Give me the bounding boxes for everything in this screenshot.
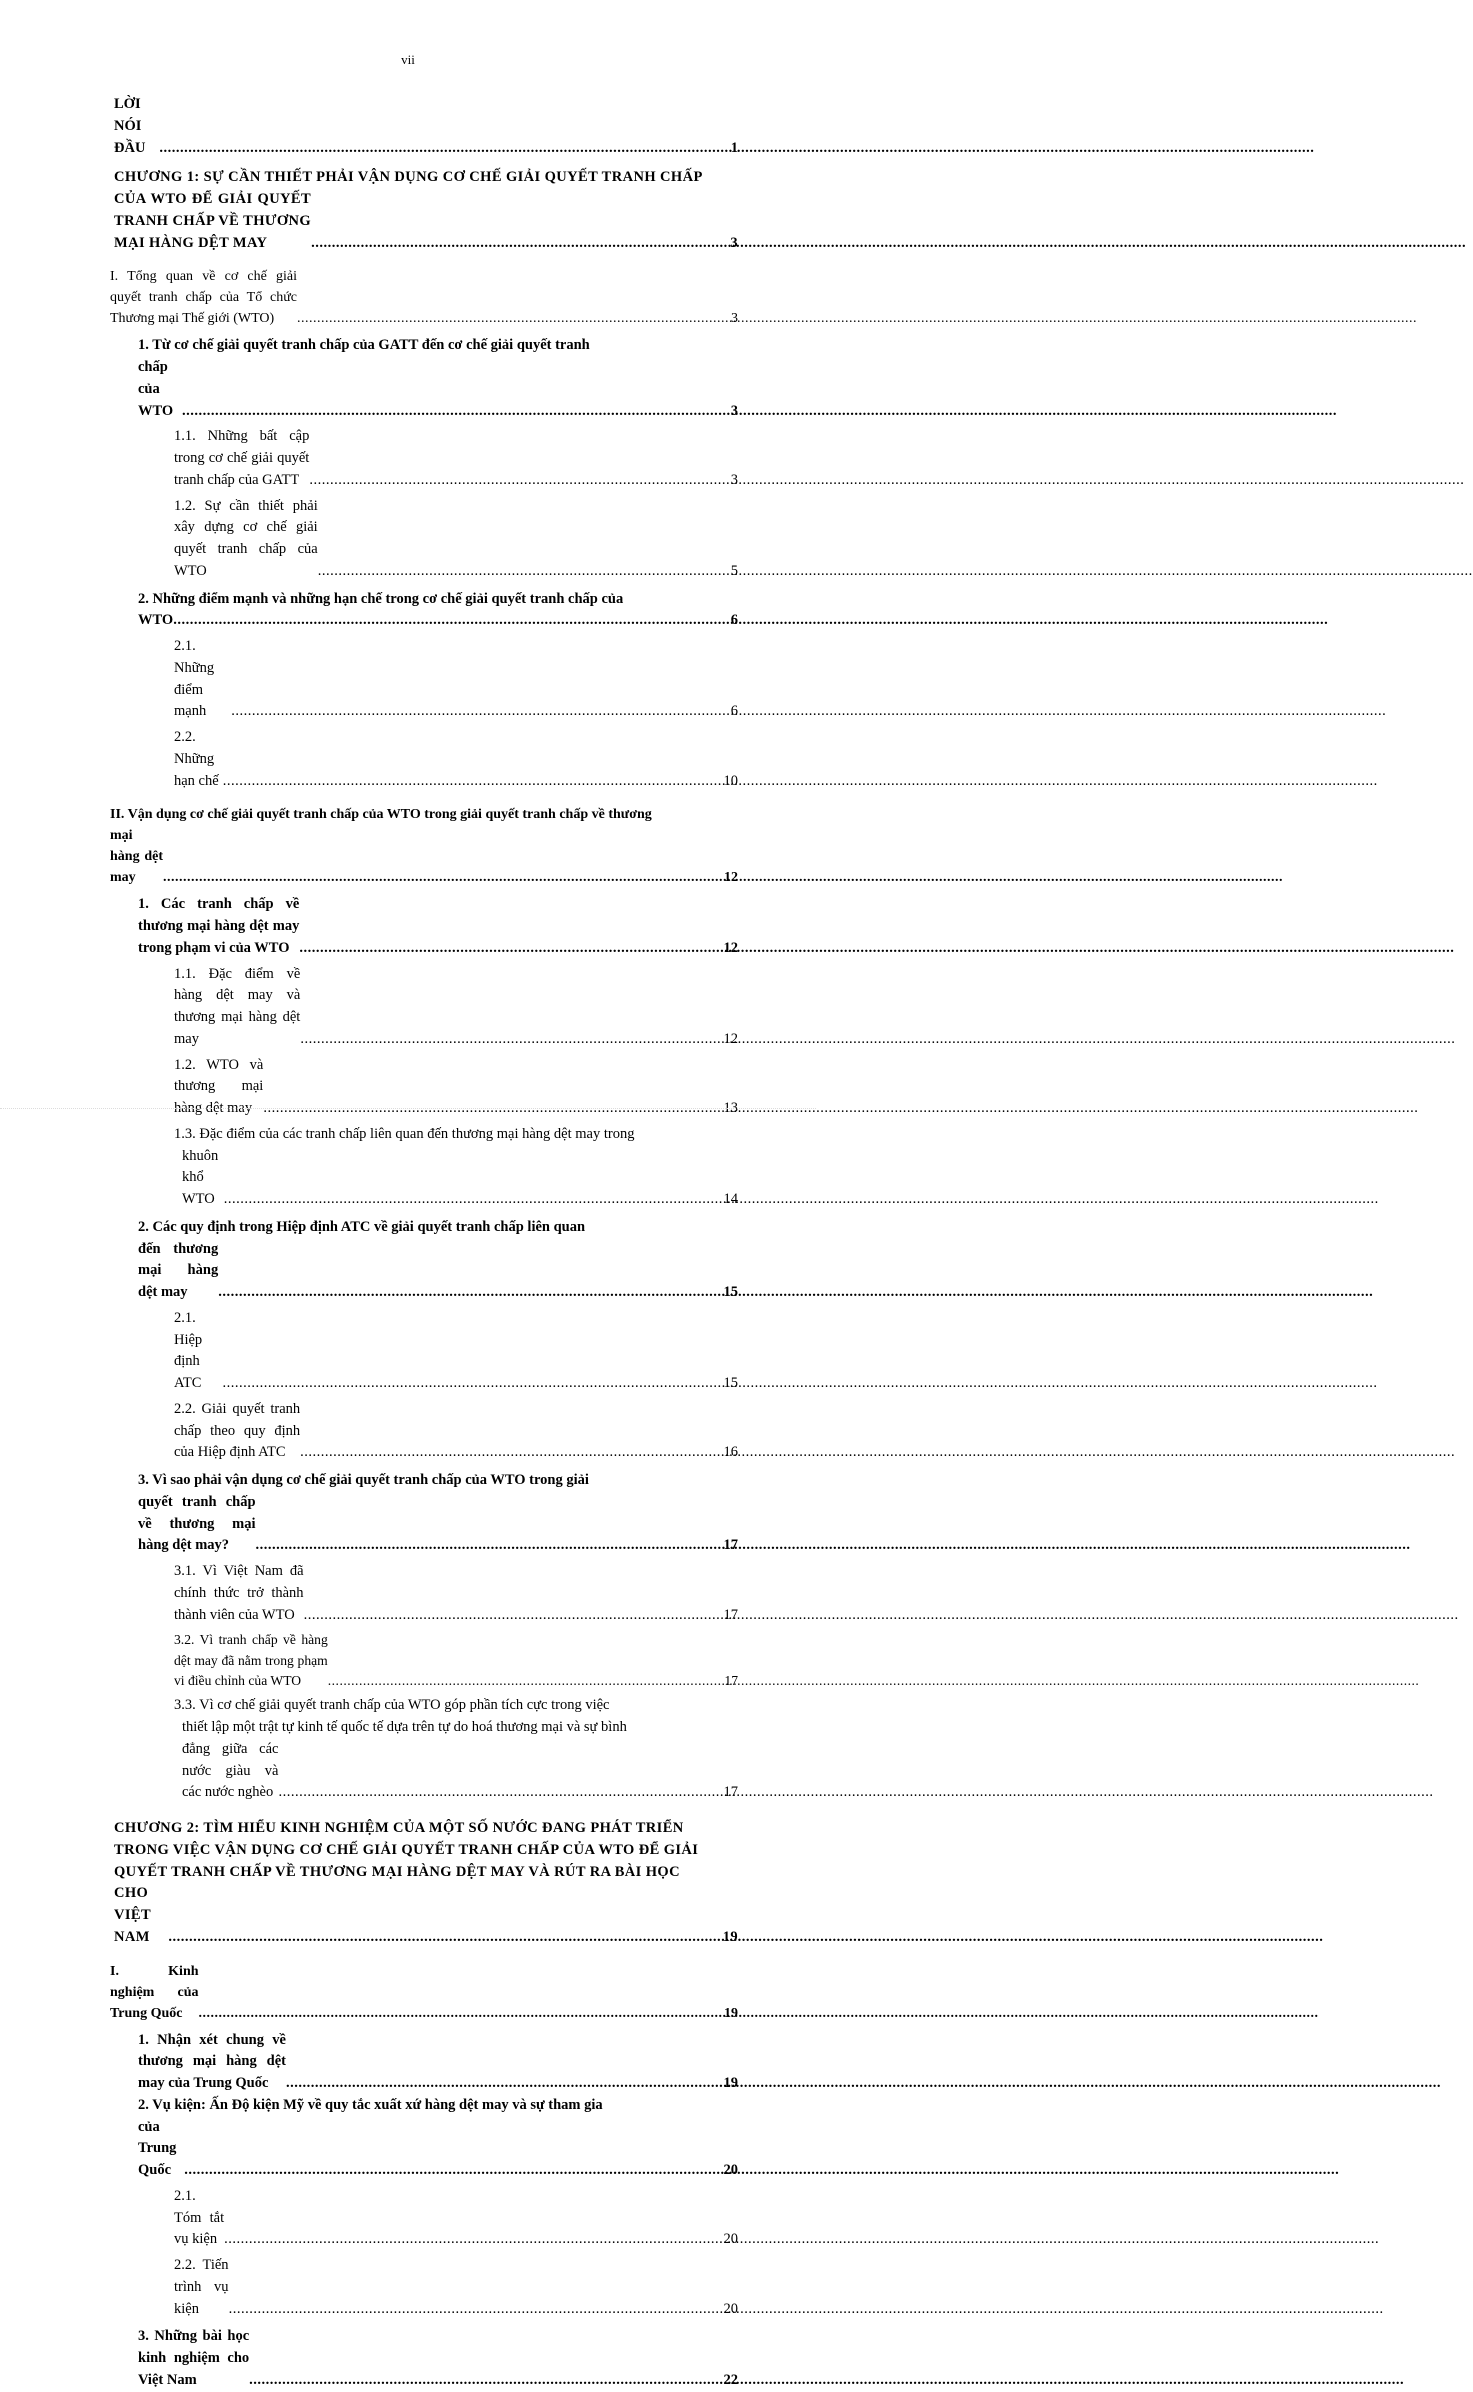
toc-entry-1[interactable] — [114, 335, 738, 422]
toc-entry-2-1[interactable] — [114, 636, 738, 723]
toc-entry-title: LỜI NÓI ĐẦU — [114, 96, 146, 156]
toc-entry-II-2-1[interactable] — [114, 1308, 738, 1395]
toc-entry-title-line: 3.3. Vì cơ chế giải quyết tranh chấp của WTO góp phần tích cực trong việc — [174, 1697, 610, 1714]
toc-entry-II-3-1[interactable] — [114, 1561, 738, 1626]
toc-entry-title: 3.1. Vì Việt Nam đã chính thức trở thành thành viên của WTO — [174, 1563, 304, 1623]
toc-entry-title-line: CHƯƠNG 1: SỰ CẦN THIẾT PHẢI VẬN DỤNG CƠ CHẾ GIẢI QUYẾT TRANH CHẤP — [114, 169, 703, 186]
toc-entry-title-line: mại hàng dệt may — [110, 828, 163, 886]
toc-entry-page: 22 — [723, 2371, 738, 2388]
toc-entry-1-2[interactable] — [114, 496, 738, 583]
toc-entry-page: 17 — [723, 1606, 738, 1623]
toc-entry-title: 2.2. Giải quyết tranh chấp theo quy định của Hiệp định ATC — [174, 1400, 301, 1461]
toc-entry-title-line: của Trung Quốc — [138, 2118, 177, 2179]
toc-entry-II-3[interactable] — [114, 1470, 738, 1557]
toc-entry-page: 19 — [724, 2005, 738, 2021]
toc-entry-page: 6 — [730, 612, 738, 629]
toc-entry-title-line: 3. Vì sao phải vận dụng cơ chế giải quyết tranh chấp của WTO trong giải — [138, 1472, 589, 1488]
toc-entry-title-line: TRONG VIỆC VẬN DỤNG CƠ CHẾ GIẢI QUYẾT TRANH CHẤP CỦA WTO ĐỂ GIẢI — [114, 1841, 699, 1858]
toc-entry-title-line: II. Vận dụng cơ chế giải quyết tranh chấp của WTO trong giải quyết tranh chấp về thương — [110, 807, 652, 823]
toc-entry-title-line: 2. Những điểm mạnh và những hạn chế trong cơ chế giải quyết tranh chấp của — [138, 590, 624, 607]
page-number: vii — [401, 52, 415, 67]
table-of-contents — [110, 84, 738, 2392]
toc-entry-title: 1.2. WTO và thương mại hàng dệt may — [174, 1056, 264, 1116]
toc-entry-page: 3 — [731, 311, 738, 327]
toc-entry-page: 19 — [723, 2075, 738, 2092]
toc-entry-page: 12 — [723, 1030, 738, 1047]
toc-entry-II-1[interactable] — [114, 894, 738, 959]
toc-entry-page: 15 — [723, 1375, 738, 1391]
page-bottom-divider — [0, 1108, 816, 1109]
toc-entry-title: 1.1. Đặc điểm về hàng dệt may và thương mại hàng dệt may — [174, 965, 301, 1047]
toc-entry-title-line: CỦA WTO ĐỂ GIẢI QUYẾT TRANH CHẤP VỀ THƯƠNG MẠI HÀNG DỆT MAY — [114, 191, 312, 251]
toc-entry-page: 5 — [730, 562, 738, 579]
toc-entry-page: 17 — [723, 1784, 738, 1801]
toc-entry-II-1-2[interactable] — [114, 1055, 738, 1120]
toc-entry-page: 6 — [730, 703, 738, 720]
toc-entry-title: 1. Nhận xét chung về thương mại hàng dệt may của Trung Quốc — [138, 2031, 286, 2092]
toc-entry-title: 2.2. Tiến trình vụ kiện — [174, 2257, 229, 2317]
toc-entry-ch2-2[interactable] — [114, 2095, 738, 2182]
toc-entry-title-line: CHO VIỆT NAM — [114, 1885, 152, 1945]
toc-entry-page: 3 — [730, 402, 738, 419]
toc-entry-title: 2.1. Tóm tắt vụ kiện — [174, 2187, 225, 2248]
toc-entry-II-1-1[interactable] — [114, 964, 738, 1051]
toc-entry-title: 1.2. Sự cần thiết phải xây dựng cơ chế giải quyết tranh chấp của WTO — [174, 497, 318, 579]
toc-entry-title: 1. Các tranh chấp về thương mại hàng dệt may trong phạm vi của WTO — [138, 896, 300, 956]
toc-entry-ch2-section-I[interactable] — [110, 1961, 738, 2024]
toc-entry-II-3-2[interactable] — [114, 1630, 738, 1691]
toc-entry-page: 20 — [723, 2300, 738, 2317]
toc-entry-section-I[interactable] — [110, 266, 738, 329]
toc-entry-title: 1.1. Những bất cập trong cơ chế giải quyết tranh chấp của GATT — [174, 428, 310, 488]
toc-entry-page: 13 — [723, 1100, 738, 1116]
toc-entry-title-line: đẳng giữa các nước giàu và các nước nghèo — [182, 1740, 279, 1801]
toc-entry-title-line: khuôn khổ WTO — [182, 1147, 219, 1207]
toc-entry-chapter-1[interactable] — [114, 167, 738, 254]
toc-entry-title: I. Tổng quan về cơ chế giải quyết tranh chấp của Tổ chức Thương mại Thế giới (WTO) — [110, 269, 298, 327]
toc-entry-II-3-3[interactable] — [114, 1695, 738, 1804]
toc-entry-page: 3 — [730, 471, 738, 488]
toc-entry-title: 2.2. Những hạn chế — [174, 729, 219, 789]
toc-entry-page: 1 — [730, 139, 738, 156]
toc-entry-title-line: 2. Vụ kiện: Ấn Độ kiện Mỹ về quy tắc xuất xứ hàng dệt may và sự tham gia — [138, 2096, 603, 2113]
toc-entry-page: 15 — [723, 1284, 738, 1300]
toc-entry-title-line: 1. Từ cơ chế giải quyết tranh chấp của GATT đến cơ chế giải quyết tranh — [138, 337, 590, 354]
toc-entry-title-line: thiết lập một trật tự kinh tế quốc tế dựa trên tự do hoá thương mại và sự bình — [182, 1719, 627, 1736]
toc-entry-page: 16 — [723, 1444, 738, 1461]
toc-entry-title: I. Kinh nghiệm của Trung Quốc — [110, 1963, 199, 2021]
toc-entry-page: 12 — [723, 939, 738, 956]
toc-entry-page: 19 — [722, 1928, 738, 1945]
toc-entry-title-line: chấp của WTO — [138, 359, 174, 419]
toc-entry-section-II[interactable] — [110, 804, 738, 888]
toc-entry-page: 10 — [723, 772, 738, 789]
toc-entry-title-line: quyết tranh chấp về thương mại hàng dệt may? — [138, 1493, 256, 1554]
toc-entry-title: 2.1. Những điểm mạnh — [174, 638, 215, 720]
toc-entry-page: 17 — [724, 1673, 738, 1689]
toc-entry-page: 17 — [723, 1537, 738, 1554]
toc-entry-page: 20 — [723, 2162, 738, 2179]
toc-entry-ch2-2-2[interactable] — [114, 2255, 738, 2320]
toc-entry-ch2-3[interactable] — [114, 2326, 738, 2391]
toc-entry-page: 20 — [723, 2231, 738, 2248]
toc-entry-chapter-2[interactable] — [114, 1818, 738, 1949]
toc-entry-page: 12 — [724, 870, 738, 886]
toc-entry-ch2-2-1[interactable] — [114, 2186, 738, 2251]
toc-entry-title: 3.2. Vì tranh chấp về hàng dệt may đã nằm trong phạm vi điều chỉnh của WTO — [174, 1632, 328, 1689]
toc-entry-1-1[interactable] — [114, 426, 738, 491]
toc-entry-title-line: đến thương mại hàng dệt may — [138, 1240, 219, 1300]
toc-entry-ch2-1[interactable] — [114, 2030, 738, 2095]
toc-entry-page: 3 — [730, 234, 738, 251]
toc-entry-title: 3. Những bài học kinh nghiệm cho Việt Nam — [138, 2328, 250, 2388]
toc-entry-title-line: 1.3. Đặc điểm của các tranh chấp liên quan đến thương mại hàng dệt may trong — [174, 1125, 635, 1142]
toc-entry-2-2[interactable] — [114, 727, 738, 792]
toc-entry-title: 2.1. Hiệp định ATC — [174, 1309, 203, 1391]
toc-entry-2[interactable] — [114, 589, 738, 633]
toc-entry-II-2-2[interactable] — [114, 1399, 738, 1464]
toc-entry-II-2[interactable] — [114, 1217, 738, 1304]
toc-entry-title-line: CHƯƠNG 2: TÌM HIỂU KINH NGHIỆM CỦA MỘT SỐ NƯỚC ĐANG PHÁT TRIỂN — [114, 1820, 684, 1837]
toc-entry-title-line: WTO — [138, 612, 174, 629]
toc-entry-page: 14 — [723, 1191, 738, 1207]
toc-entry-II-1-3[interactable] — [114, 1124, 738, 1211]
toc-entry-title-line: 2. Các quy định trong Hiệp định ATC về giải quyết tranh chấp liên quan — [138, 1218, 586, 1235]
toc-entry-title-line: QUYẾT TRANH CHẤP VỀ THƯƠNG MẠI HÀNG DỆT MAY VÀ RÚT RA BÀI HỌC — [114, 1863, 680, 1880]
toc-entry-preface[interactable] — [114, 94, 738, 159]
